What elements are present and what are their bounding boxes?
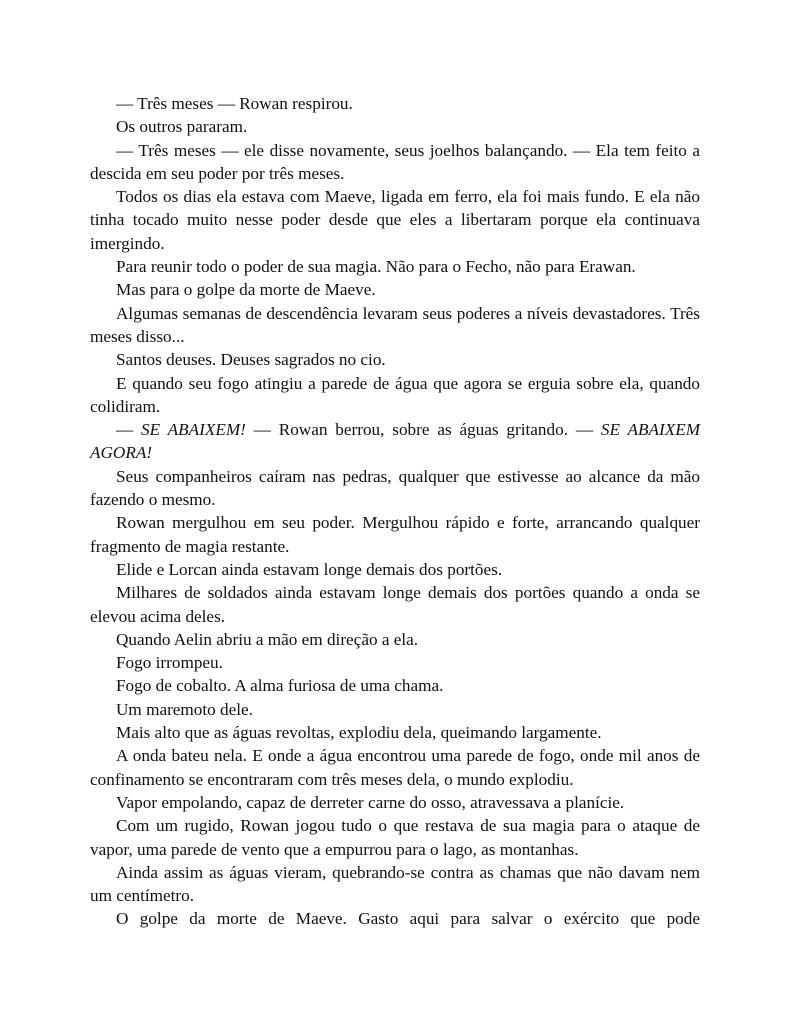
text-run: — Três meses — ele disse novamente, seus joelhos balançando. — Ela tem feito a descida em seu poder por três meses.: [90, 140, 700, 183]
document-page: [90, 92, 700, 931]
paragraph: [90, 721, 700, 744]
paragraph: [90, 861, 700, 908]
paragraph: [90, 372, 700, 419]
text-run: E quando seu fogo atingiu a parede de água que agora se erguia sobre ela, quando colidiram.: [90, 373, 700, 416]
text-run: Vapor empolando, capaz de derreter carne do osso, atravessava a planície.: [116, 792, 625, 812]
paragraph: [90, 907, 700, 930]
italic-text: SE ABAIXEM!: [141, 420, 246, 440]
text-run: Fogo irrompeu.: [116, 653, 223, 673]
paragraph: [90, 744, 700, 791]
paragraph: [90, 511, 700, 558]
paragraph: [90, 255, 700, 278]
text-run: Todos os dias ela estava com Maeve, ligada em ferro, ela foi mais fundo. E ela não tinha tocado muito nesse poder desde que eles a libertaram porque ela continuava imergindo.: [90, 187, 700, 253]
text-run: Ainda assim as águas vieram, quebrando-se contra as chamas que não davam nem um centímetro.: [90, 862, 700, 906]
paragraph: [90, 302, 700, 349]
paragraph: [90, 698, 700, 721]
text-run: Seus companheiros caíram nas pedras, qualquer que estivesse ao alcance da mão fazendo o mesmo.: [90, 466, 700, 510]
text-run: Com um rugido, Rowan jogou tudo o que restava de sua magia para o ataque de vapor, uma parede de vento que a empurrou para o lago, as montanhas.: [90, 816, 700, 859]
paragraph: [90, 558, 700, 581]
text-run: Algumas semanas de descendência levaram seus poderes a níveis devastadores. Três meses disso...: [90, 303, 700, 346]
text-run: Santos deuses. Deuses sagrados no cio.: [116, 350, 386, 370]
text-run: — Rowan berrou, sobre as águas gritando. —: [245, 420, 601, 440]
text-run: O golpe da morte de Maeve. Gasto aqui para salvar o exército que pode: [116, 909, 700, 929]
paragraph: [90, 791, 700, 814]
text-run: Mas para o golpe da morte de Maeve.: [116, 280, 376, 300]
text-run: — Três meses — Rowan respirou.: [116, 94, 353, 113]
paragraph: [90, 581, 700, 628]
text-run: Quando Aelin abriu a mão em direção a ela.: [116, 629, 419, 649]
paragraph: [90, 651, 700, 674]
text-run: Rowan mergulhou em seu poder. Mergulhou rápido e forte, arrancando qualquer fragmento de magia restante.: [90, 513, 700, 556]
paragraph: [90, 139, 700, 186]
paragraph: [90, 628, 700, 651]
text-run: Elide e Lorcan ainda estavam longe demais dos portões.: [116, 559, 503, 579]
paragraph: [90, 674, 700, 697]
text-run: Para reunir todo o poder de sua magia. Não para o Fecho, não para Erawan.: [116, 257, 636, 277]
text-run: Milhares de soldados ainda estavam longe demais dos portões quando a onda se elevou acima deles.: [90, 583, 700, 626]
paragraph: [90, 278, 700, 301]
text-run: —: [116, 420, 142, 440]
text-run: A onda bateu nela. E onde a água encontrou uma parede de fogo, onde mil anos de confinamento se encontraram com três meses dela, o mundo explodiu.: [90, 746, 700, 789]
paragraph: [90, 92, 700, 115]
text-run: Mais alto que as águas revoltas, explodiu dela, queimando largamente.: [116, 723, 602, 743]
paragraph: [90, 185, 700, 255]
text-run: Fogo de cobalto. A alma furiosa de uma chama.: [116, 676, 444, 696]
paragraph: [90, 348, 700, 371]
paragraph: [90, 465, 700, 512]
paragraph: [90, 814, 700, 861]
paragraph: [90, 418, 700, 465]
italic-text: SE ABAIXEM AGORA!: [90, 420, 701, 463]
text-run: Os outros pararam.: [116, 117, 248, 137]
text-run: Um maremoto dele.: [116, 699, 253, 719]
paragraph: [90, 115, 700, 138]
